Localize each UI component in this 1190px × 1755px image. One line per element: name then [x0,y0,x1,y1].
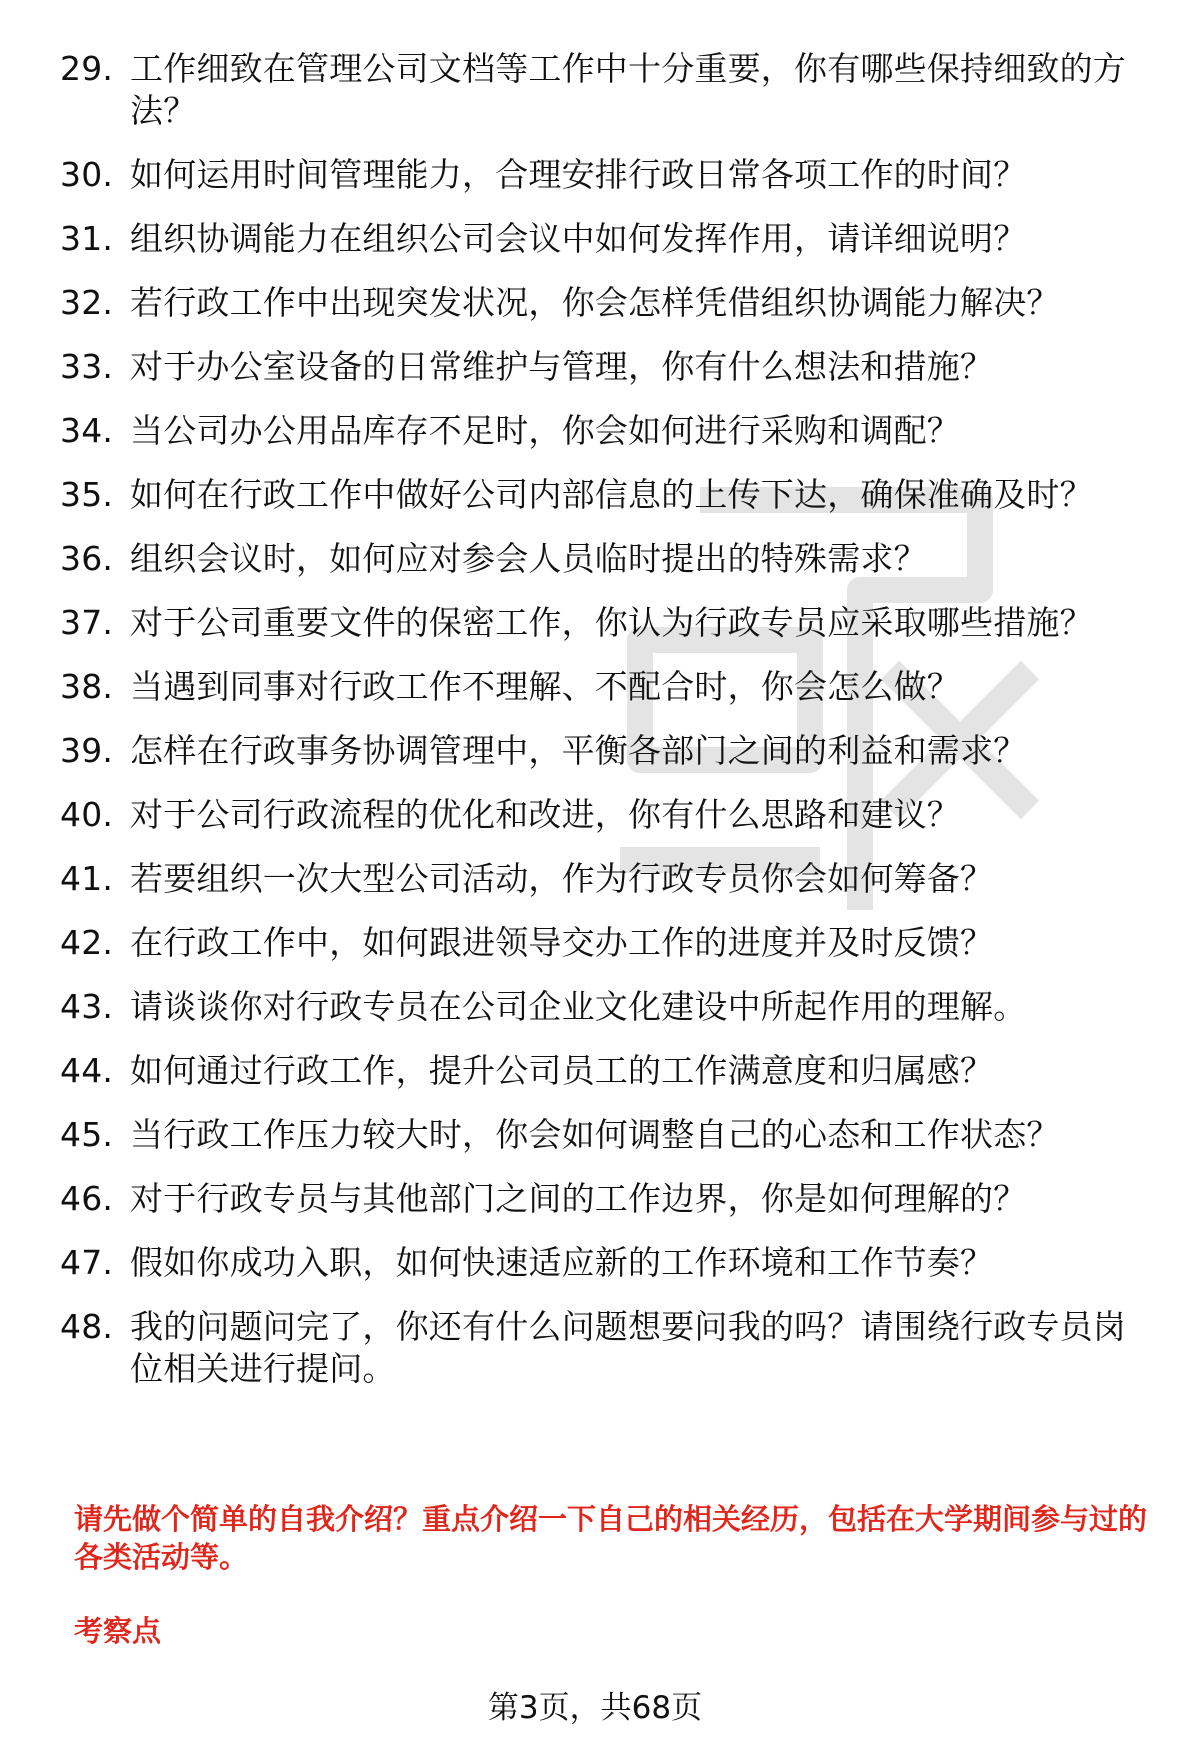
question-number: 38. [60,667,114,706]
question-text: 当行政工作压力较大时，你会如何调整自己的心态和工作状态？ [130,1115,1060,1154]
highlight-question: 请先做个简单的自我介绍？重点介绍一下自己的相关经历，包括在大学期间参与过的各类活动等。 [74,1502,1148,1574]
question-text: 当遇到同事对行政工作不理解、不配合时，你会怎么做？ [130,667,960,706]
question-number: 40. [60,795,114,834]
question-number: 33. [60,347,114,386]
question-text: 组织会议时，如何应对参会人员临时提出的特殊需求？ [130,539,927,578]
question-list [0,48,1190,1412]
question-number: 34. [60,411,114,450]
question-number: 42. [60,923,114,962]
question-item [0,1114,1190,1156]
question-text: 对于行政专员与其他部门之间的工作边界，你是如何理解的？ [130,1179,1027,1218]
question-number: 46. [60,1179,114,1218]
question-number: 31. [60,219,114,258]
exam-point-label: 考察点 [74,1614,162,1648]
question-text: 组织协调能力在组织公司会议中如何发挥作用，请详细说明？ [130,219,1027,258]
question-text: 如何运用时间管理能力，合理安排行政日常各项工作的时间？ [130,155,1027,194]
question-item [0,1178,1190,1220]
question-text: 假如你成功入职，如何快速适应新的工作环境和工作节奏？ [130,1243,994,1282]
question-number: 39. [60,731,114,770]
question-text: 怎样在行政事务协调管理中，平衡各部门之间的利益和需求？ [130,731,1027,770]
question-item [0,922,1190,964]
question-text: 对于办公室设备的日常维护与管理，你有什么想法和措施？ [130,347,994,386]
question-number: 35. [60,475,114,514]
question-text: 当公司办公用品库存不足时，你会如何进行采购和调配？ [130,411,960,450]
question-text: 如何通过行政工作，提升公司员工的工作满意度和归属感？ [130,1051,994,1090]
question-item [0,602,1190,644]
question-item [0,218,1190,260]
question-text: 若要组织一次大型公司活动，作为行政专员你会如何筹备？ [130,859,994,898]
question-number: 48. [60,1307,114,1346]
question-text: 工作细致在管理公司文档等工作中十分重要，你有哪些保持细致的方法？ [130,49,1126,130]
question-item [0,730,1190,772]
question-text: 如何在行政工作中做好公司内部信息的上传下达，确保准确及时？ [130,475,1093,514]
question-item [0,538,1190,580]
question-number: 45. [60,1115,114,1154]
question-number: 44. [60,1051,114,1090]
question-item [0,410,1190,452]
question-number: 29. [60,49,114,88]
question-item [0,1050,1190,1092]
question-item [0,154,1190,196]
question-text: 在行政工作中，如何跟进领导交办工作的进度并及时反馈？ [130,923,994,962]
question-item [0,1242,1190,1284]
question-item [0,666,1190,708]
question-item [0,986,1190,1028]
question-text: 请谈谈你对行政专员在公司企业文化建设中所起作用的理解。 [130,987,1027,1026]
question-number: 32. [60,283,114,322]
question-text: 我的问题问完了，你还有什么问题想要问我的吗？请围绕行政专员岗位相关进行提问。 [130,1307,1126,1388]
question-number: 47. [60,1243,114,1282]
question-number: 36. [60,539,114,578]
question-item [0,858,1190,900]
page-footer: 第3页，共68页 [487,1690,703,1726]
question-item [0,794,1190,836]
question-item [0,1306,1190,1390]
question-text: 若行政工作中出现突发状况，你会怎样凭借组织协调能力解决？ [130,283,1060,322]
question-text: 对于公司行政流程的优化和改进，你有什么思路和建议？ [130,795,960,834]
question-item [0,48,1190,132]
question-text: 对于公司重要文件的保密工作，你认为行政专员应采取哪些措施？ [130,603,1093,642]
question-number: 41. [60,859,114,898]
question-number: 43. [60,987,114,1026]
question-item [0,346,1190,388]
question-number: 30. [60,155,114,194]
question-item [0,282,1190,324]
question-item [0,474,1190,516]
question-number: 37. [60,603,114,642]
